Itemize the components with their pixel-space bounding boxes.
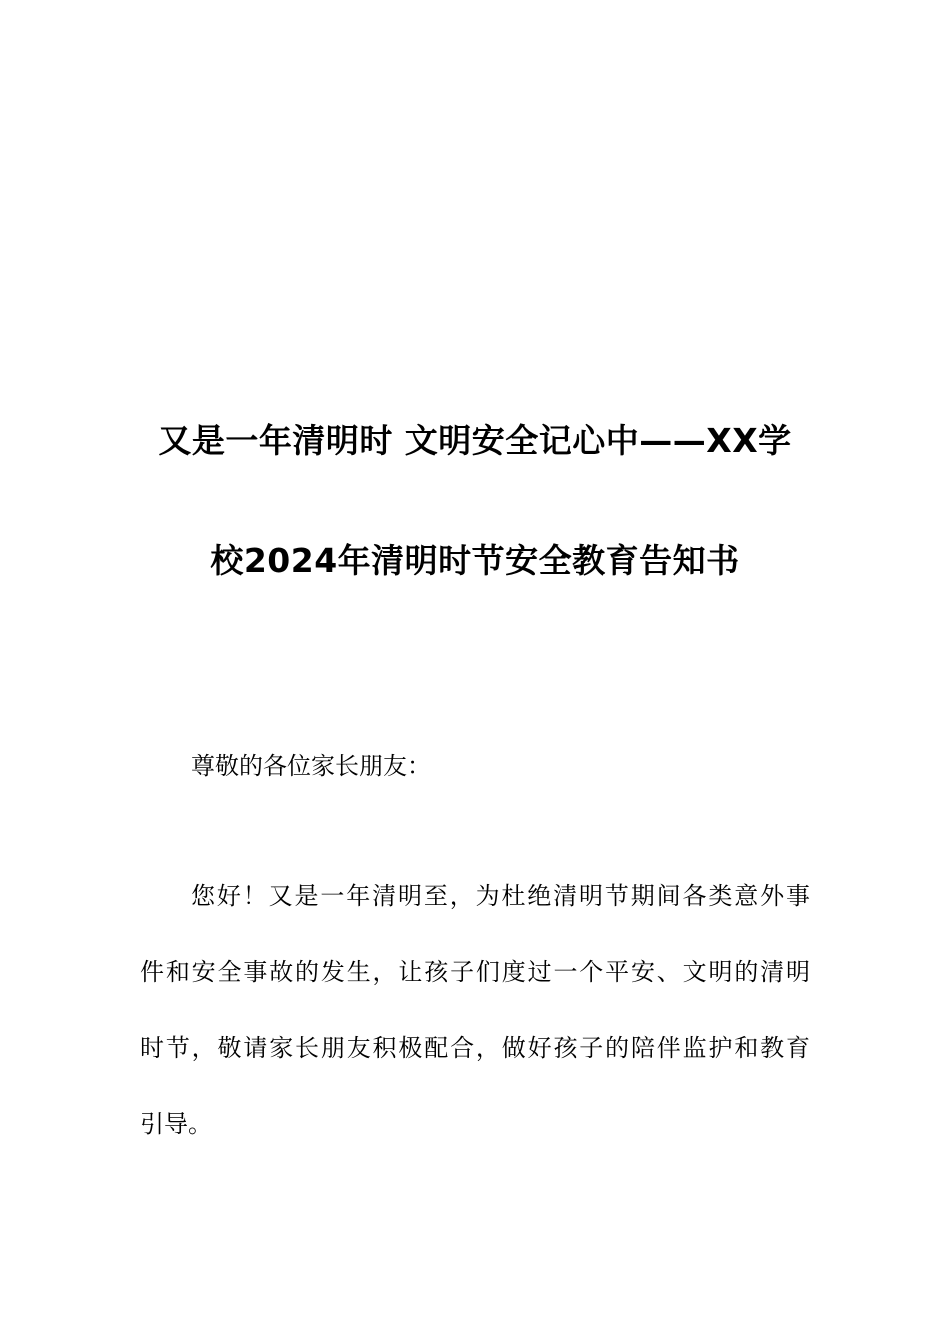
paragraph-line-1: 您好！又是一年清明至，为杜绝清明节期间各类意外事: [191, 882, 810, 910]
paragraph-line-4: 引导。: [140, 1110, 212, 1138]
paragraph-line-3: 时节，敬请家长朋友积极配合，做好孩子的陪伴监护和教育: [140, 1034, 810, 1062]
paragraph-line-2: 件和安全事故的发生，让孩子们度过一个平安、文明的清明: [140, 958, 810, 986]
document-title-line-2: 校2024年清明时节安全教育告知书: [210, 541, 740, 580]
salutation: 尊敬的各位家长朋友：: [191, 752, 431, 780]
document-title-line-1: 又是一年清明时 文明安全记心中——XX学: [158, 421, 792, 460]
